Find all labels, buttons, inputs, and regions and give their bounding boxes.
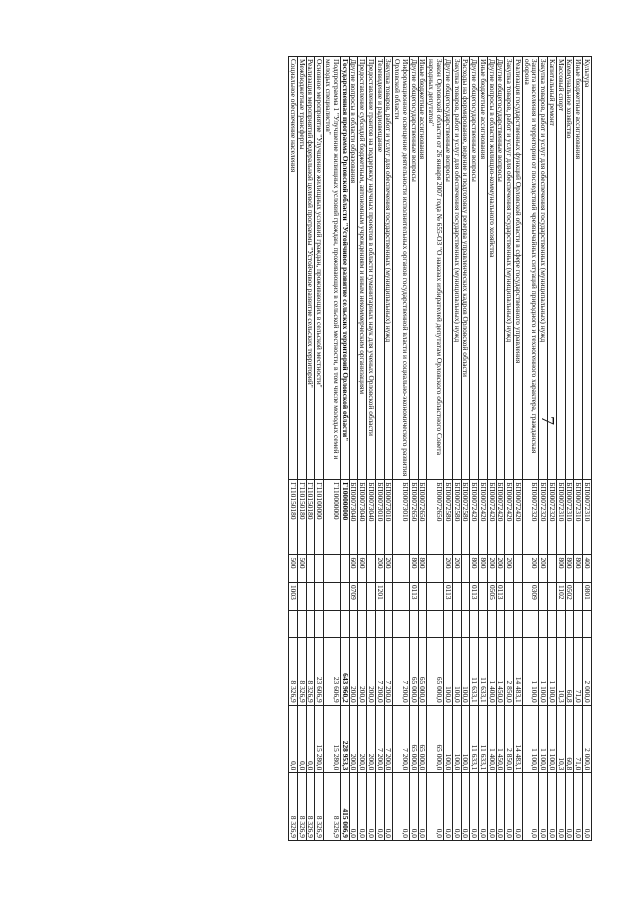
row-pr [574,610,583,638]
row-vr: 200 [539,555,548,583]
row-pr [505,610,514,638]
row-value-2: 1 100,0 [522,705,539,773]
row-value-3: 0,0 [427,773,444,841]
row-rz: 0502 [565,582,574,610]
row-rz [393,582,410,610]
row-pr [340,610,349,638]
row-pr [418,610,427,638]
row-value-1: 11 633,1 [470,638,479,706]
row-code: БП00072580 [452,480,461,555]
row-vr: 200 [452,555,461,583]
row-value-3: 0,0 [496,773,505,841]
row-rz: 1201 [375,582,384,610]
row-pr [443,610,452,638]
row-pr [548,610,557,638]
table-row [409,57,418,841]
row-code: БП00073040 [367,480,376,555]
row-value-1: 200,0 [358,638,367,706]
row-value-1: 8 326,9 [297,638,306,706]
table-row [452,57,461,841]
row-name: Закупка товаров, работ и услуг для обеспечения государственных (муниципальных) нужд [505,57,514,480]
row-rz: 0113 [443,582,452,610]
budget-table [288,56,592,841]
row-pr [306,610,315,638]
row-value-2: 14 483,1 [514,705,523,773]
row-code: БП00072310 [556,480,565,555]
table-row [470,57,479,841]
row-pr [324,610,341,638]
row-rz [367,582,376,610]
table-row [367,57,376,841]
row-value-3: 0,0 [452,773,461,841]
row-code: Г110000000 [324,480,341,555]
row-rz [514,582,523,610]
row-value-3: 0,0 [393,773,410,841]
row-vr [324,555,341,583]
row-vr [427,555,444,583]
row-value-2: 0,0 [289,705,298,773]
row-vr: 200 [375,555,384,583]
row-value-3: 8 326,9 [297,773,306,841]
row-value-2: 11 633,1 [470,705,479,773]
row-name: Защита населения и территории от последствий чрезвычайных ситуаций природного и техногенного характера, гражданская оборона [522,57,539,480]
row-code: БП00073010 [393,480,410,555]
row-pr [427,610,444,638]
row-code: БП00072650 [427,480,444,555]
row-code: БП00072650 [409,480,418,555]
row-value-1: 7 200,0 [384,638,393,706]
row-pr [375,610,384,638]
row-value-3: 0,0 [556,773,565,841]
row-vr [340,555,349,583]
row-value-1: 65 000,0 [418,638,427,706]
row-vr: 400 [583,555,592,583]
table-row [393,57,410,841]
row-value-2: 200,0 [349,705,358,773]
row-name: Расходы на формирование, ведение и подготовку резерва управленческих кадров Орловской области [461,57,470,480]
row-value-1: 11 633,1 [479,638,488,706]
row-pr [461,610,470,638]
row-value-1: 100,0 [452,638,461,706]
row-value-2: 7 200,0 [375,705,384,773]
row-value-2: 15 280,0 [324,705,341,773]
row-value-3: 8 326,9 [289,773,298,841]
row-value-3: 415 006,9 [340,773,349,841]
row-pr [470,610,479,638]
row-value-2: 7 200,0 [384,705,393,773]
row-code: БП00073040 [358,480,367,555]
row-rz [461,582,470,610]
row-pr [487,610,496,638]
row-name: Иные бюджетные ассигнования [479,57,488,480]
row-rz [427,582,444,610]
row-value-3: 0,0 [470,773,479,841]
row-value-2: 60,8 [565,705,574,773]
row-vr: 800 [556,555,565,583]
row-rz [539,582,548,610]
row-value-2: 11 633,1 [479,705,488,773]
row-value-1: 1 400,0 [487,638,496,706]
row-vr: 800 [470,555,479,583]
row-name: Закон Орловской области от 26 января 2007 года № 655-ОЗ "О наказах избирателей депутатам Орловского областного Совета народных депутатов" [427,57,444,480]
row-value-3: 8 326,9 [324,773,341,841]
row-value-1: 10,3 [556,638,565,706]
table-row [315,57,324,841]
row-value-2: 100,0 [443,705,452,773]
row-name: Межбюджетные трансферты [297,57,306,480]
row-value-1: 1 100,0 [548,638,557,706]
table-row [340,57,349,841]
row-vr: 800 [418,555,427,583]
row-rz: 0709 [349,582,358,610]
row-vr: 800 [574,555,583,583]
row-code: БП00073010 [375,480,384,555]
row-value-1: 8 326,9 [289,638,298,706]
row-value-3: 8 326,9 [315,773,324,841]
row-code: БП00073040 [349,480,358,555]
table-row [349,57,358,841]
row-code: БП00072420 [505,480,514,555]
row-vr: 200 [505,555,514,583]
row-value-3: 0,0 [384,773,393,841]
row-name: Другие общегосударственные вопросы [496,57,505,480]
row-value-3: 0,0 [358,773,367,841]
table-row [496,57,505,841]
row-name: Закупка товаров, работ и услуг для обеспечения государственных (муниципальных) нужд [452,57,461,480]
table-row [306,57,315,841]
row-rz [384,582,393,610]
rotated-table-wrap [92,56,592,841]
row-value-1: 71,0 [574,638,583,706]
row-rz [306,582,315,610]
row-rz [315,582,324,610]
row-value-1: 14 483,1 [514,638,523,706]
row-value-3: 0,0 [375,773,384,841]
row-value-2: 1 100,0 [548,705,557,773]
row-rz [297,582,306,610]
row-name: Другие общегосударственные вопросы [409,57,418,480]
row-value-3: 0,0 [522,773,539,841]
row-name: Закупка товаров, работ и услуг для обеспечения государственных (муниципальных) нужд [539,57,548,480]
row-code: Г100000000 [340,480,349,555]
row-code: Г110150180 [297,480,306,555]
row-rz: 1003 [289,582,298,610]
row-value-1: 2 000,0 [583,638,592,706]
row-vr [306,555,315,583]
row-value-2: 1 450,0 [496,705,505,773]
row-name: Реализация государственных функций Орловской области в сфере государственного управления [514,57,523,480]
row-rz: 0309 [522,582,539,610]
row-value-1: 643 960,2 [340,638,349,706]
row-name: Массовый спорт [556,57,565,480]
row-vr: 200 [496,555,505,583]
row-vr: 600 [358,555,367,583]
row-value-2: 2 000,0 [583,705,592,773]
row-name: Коммунальное хозяйство [565,57,574,480]
row-rz: 0113 [470,582,479,610]
row-value-2: 65 000,0 [427,705,444,773]
row-value-1: 200,0 [349,638,358,706]
row-code: Г110100000 [315,480,324,555]
row-vr [393,555,410,583]
row-vr: 800 [565,555,574,583]
table-row [556,57,565,841]
row-value-3: 0,0 [505,773,514,841]
row-code: БП00073010 [384,480,393,555]
row-rz [479,582,488,610]
row-value-1: 1 100,0 [539,638,548,706]
row-code: БП00072320 [522,480,539,555]
row-vr: 200 [522,555,539,583]
row-rz: 0113 [496,582,505,610]
row-value-3: 0,0 [514,773,523,841]
row-pr [556,610,565,638]
row-name: Закупка товаров, работ и услуг для обеспечения государственных (муниципальных) нужд [384,57,393,480]
table-row [418,57,427,841]
row-code: БП00072420 [514,480,523,555]
row-rz [358,582,367,610]
row-name: Предоставление грантов на поддержку научных проектов в области гуманитарных наук для ученых Орловской области [367,57,376,480]
row-vr: 800 [479,555,488,583]
row-value-1: 1 450,0 [496,638,505,706]
table-row [297,57,306,841]
row-pr [393,610,410,638]
row-vr: 500 [297,555,306,583]
row-vr: 200 [384,555,393,583]
row-value-2: 71,0 [574,705,583,773]
row-pr [358,610,367,638]
row-name: Иные бюджетные ассигнования [574,57,583,480]
table-row [289,57,298,841]
row-vr: 800 [409,555,418,583]
row-value-1: 7 200,0 [375,638,384,706]
row-value-3: 0,0 [565,773,574,841]
row-vr [315,555,324,583]
row-value-1: 100,0 [461,638,470,706]
row-name: Подпрограмма 1 "Улучшение жилищных условий граждан, проживающих в сельской местности, в том числе молодых семей и молодых специалистов" [324,57,341,480]
row-name: Предоставление субсидий бюджетным, автономным учреждениям и иным некоммерческим организациям [358,57,367,480]
row-pr [289,610,298,638]
row-value-3: 0,0 [367,773,376,841]
row-name: Основное мероприятие "Улучшение жилищных условий граждан, проживающих в сельской местности" [315,57,324,480]
row-value-2: 200,0 [367,705,376,773]
table-row [461,57,470,841]
row-code: БП00072320 [548,480,557,555]
table-row [539,57,548,841]
row-value-3: 0,0 [539,773,548,841]
table-row [505,57,514,841]
row-value-3: 0,0 [479,773,488,841]
row-value-1: 200,0 [367,638,376,706]
table-row [443,57,452,841]
row-value-1: 1 100,0 [522,638,539,706]
row-value-3: 0,0 [349,773,358,841]
row-value-3: 0,0 [461,773,470,841]
row-value-2: 10,3 [556,705,565,773]
row-name: Иные бюджетные ассигнования [418,57,427,480]
row-pr [522,610,539,638]
row-value-2: 65 000,0 [418,705,427,773]
table-row [522,57,539,841]
row-value-3: 0,0 [443,773,452,841]
row-vr: 200 [487,555,496,583]
row-code: БП00072650 [418,480,427,555]
row-pr [565,610,574,638]
table-row [384,57,393,841]
page-number: 7 [538,416,558,425]
row-pr [315,610,324,638]
row-value-1: 100,0 [443,638,452,706]
row-rz: 1102 [556,582,565,610]
table-row [565,57,574,841]
row-value-1: 65 000,0 [427,638,444,706]
row-rz [324,582,341,610]
row-code: БП00072420 [479,480,488,555]
row-rz [505,582,514,610]
row-value-1: 23 606,9 [315,638,324,706]
row-rz [418,582,427,610]
row-pr [367,610,376,638]
row-value-2: 100,0 [461,705,470,773]
row-code: БП00072420 [496,480,505,555]
row-pr [349,610,358,638]
table-row [514,57,523,841]
row-rz [340,582,349,610]
table-row [375,57,384,841]
row-code: Г110150180 [289,480,298,555]
row-pr [409,610,418,638]
table-row [358,57,367,841]
table-row [574,57,583,841]
row-value-1: 7 200,0 [393,638,410,706]
row-pr [514,610,523,638]
row-value-2: 1 100,0 [539,705,548,773]
row-value-3: 0,0 [409,773,418,841]
table-row [487,57,496,841]
row-vr [461,555,470,583]
row-code: БП00072310 [574,480,583,555]
row-name: Капитальный ремонт [548,57,557,480]
row-value-2: 65 000,0 [409,705,418,773]
table-row [583,57,592,841]
row-value-1: 8 326,9 [306,638,315,706]
row-value-2: 200,0 [358,705,367,773]
row-value-2: 0,0 [306,705,315,773]
row-name: Реализация мероприятий федеральной целевой программы "Устойчивое развитие сельских территорий" [306,57,315,480]
row-code: БП00072320 [539,480,548,555]
row-value-2: 0,0 [297,705,306,773]
row-value-1: 23 606,9 [324,638,341,706]
row-vr: 600 [349,555,358,583]
row-name: Другие общегосударственные вопросы [470,57,479,480]
row-value-2: 2 850,0 [505,705,514,773]
row-code: БП00072580 [443,480,452,555]
row-value-1: 60,8 [565,638,574,706]
row-name: Другие вопросы в области образования [349,57,358,480]
row-value-2: 228 953,3 [340,705,349,773]
table-row [427,57,444,841]
row-code: БП00072580 [461,480,470,555]
row-code: БП00072420 [470,480,479,555]
row-code: БП00072310 [565,480,574,555]
row-value-2: 7 200,0 [393,705,410,773]
row-value-3: 0,0 [574,773,583,841]
row-value-3: 0,0 [487,773,496,841]
row-pr [384,610,393,638]
row-pr [583,610,592,638]
row-name: Другие общегосударственные вопросы [443,57,452,480]
row-value-1: 65 000,0 [409,638,418,706]
row-value-1: 2 850,0 [505,638,514,706]
row-rz: 0801 [583,582,592,610]
row-pr [452,610,461,638]
row-vr: 200 [443,555,452,583]
row-value-2: 100,0 [452,705,461,773]
row-value-2: 1 400,0 [487,705,496,773]
table-row [479,57,488,841]
table-row [548,57,557,841]
row-name: Социальное обеспечение населения [289,57,298,480]
row-vr: 500 [289,555,298,583]
row-vr [367,555,376,583]
table-row [324,57,341,841]
row-vr [548,555,557,583]
row-name: Другие вопросы в области жилищно-коммунального хозяйства [487,57,496,480]
row-pr [496,610,505,638]
row-code: БП00072420 [487,480,496,555]
row-name: Культура [583,57,592,480]
row-rz [452,582,461,610]
row-rz: 0113 [409,582,418,610]
row-value-3: 8 326,9 [306,773,315,841]
row-name: Информационное освещение деятельности исполнительных органов государственной власти и социально-экономического развития Орловской области [393,57,410,480]
row-name: Государственная программа Орловской области "Устойчивое развитие сельских территорий Орловской области" [340,57,349,480]
row-name: Телевидение и радиовещание [375,57,384,480]
row-value-3: 0,0 [548,773,557,841]
row-rz [548,582,557,610]
row-rz: 0505 [487,582,496,610]
row-pr [479,610,488,638]
row-value-3: 0,0 [583,773,592,841]
row-vr [514,555,523,583]
row-value-2: 15 280,0 [315,705,324,773]
row-pr [539,610,548,638]
row-code: Г110150180 [306,480,315,555]
row-pr [297,610,306,638]
row-code: БП00072310 [583,480,592,555]
row-value-3: 0,0 [418,773,427,841]
row-rz [574,582,583,610]
